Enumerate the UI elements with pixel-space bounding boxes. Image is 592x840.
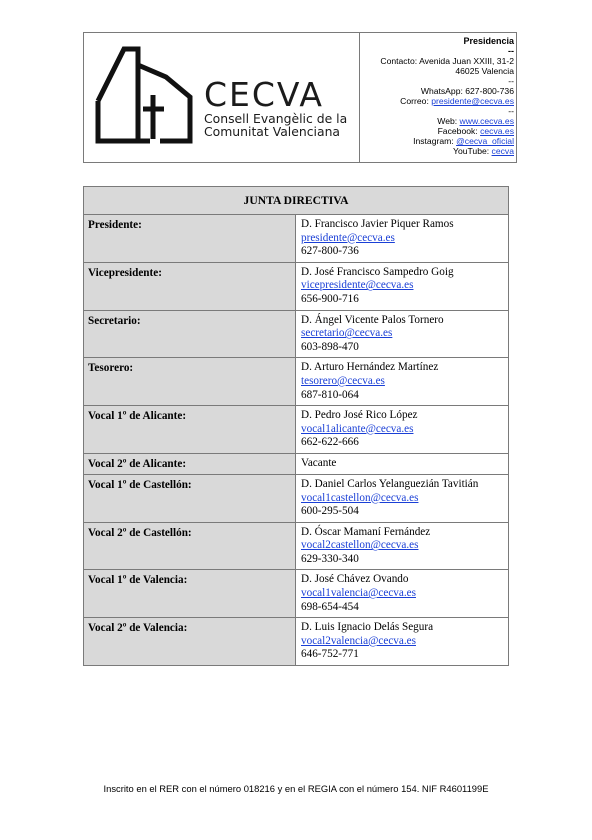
table-row <box>84 406 509 454</box>
role-label: Vocal 1º de Valencia: <box>84 570 296 618</box>
role-label: Secretario: <box>84 310 296 358</box>
member-name: D. Pedro José Rico López <box>301 409 418 422</box>
role-label: Presidente: <box>84 215 296 263</box>
member-email-link[interactable]: tesorero@cecva.es <box>301 374 385 387</box>
role-label: Vocal 2º de Alicante: <box>84 453 296 474</box>
member-email-link[interactable]: vocal1alicante@cecva.es <box>301 422 414 435</box>
role-label: Vicepresidente: <box>84 262 296 310</box>
member-cell <box>296 474 509 522</box>
table-row <box>84 570 509 618</box>
member-name: D. Arturo Hernández Martínez <box>301 361 439 374</box>
table-row <box>84 310 509 358</box>
table-body <box>84 215 509 666</box>
junta-directiva-table <box>83 186 509 666</box>
contact-address-line-1: Contacto: Avenida Juan XXIII, 31-2 <box>380 56 514 66</box>
role-label: Vocal 2º de Valencia: <box>84 618 296 666</box>
role-label: Vocal 2º de Castellón: <box>84 522 296 570</box>
role-label: Vocal 1º de Alicante: <box>84 406 296 454</box>
member-email-link[interactable]: vocal2valencia@cecva.es <box>301 634 416 647</box>
contact-cell <box>360 33 516 162</box>
member-name: D. Óscar Mamaní Fernández <box>301 525 431 538</box>
footer-registration: Inscrito en el RER con el número 018216 y en el REGIA con el número 154. NIF R4601199E <box>103 783 489 794</box>
logo-cell <box>84 33 360 162</box>
brand-line-1: Consell Evangèlic de la <box>204 111 348 126</box>
member-name: Vacante <box>301 456 337 469</box>
member-email-link[interactable]: vocal2castellon@cecva.es <box>301 539 419 552</box>
member-phone: 603-898-470 <box>301 340 359 353</box>
role-label: Vocal 1º de Castellón: <box>84 474 296 522</box>
contact-correo-row <box>360 96 514 106</box>
contact-instagram-row <box>360 136 514 146</box>
youtube-label: YouTube: <box>453 146 492 156</box>
youtube-link[interactable]: cecva <box>491 146 514 156</box>
member-email-link[interactable]: presidente@cecva.es <box>301 231 395 244</box>
correo-link[interactable]: presidente@cecva.es <box>431 96 514 106</box>
member-email-link[interactable]: secretario@cecva.es <box>301 327 393 340</box>
contact-separator: -- <box>508 46 514 56</box>
table-header-row <box>84 187 509 215</box>
contact-youtube-row <box>360 146 514 156</box>
brand-line-2: Comunitat Valenciana <box>204 124 341 139</box>
church-logo-icon <box>94 45 204 145</box>
member-cell <box>296 522 509 570</box>
member-email-link[interactable]: vicepresidente@cecva.es <box>301 279 414 292</box>
member-cell <box>296 215 509 263</box>
member-phone: 646-752-771 <box>301 648 359 661</box>
member-phone: 627-800-736 <box>301 245 359 258</box>
instagram-label: Instagram: <box>413 136 457 146</box>
contact-facebook-row <box>360 126 514 136</box>
table-row <box>84 618 509 666</box>
contact-separator: -- <box>508 106 514 116</box>
role-label: Tesorero: <box>84 358 296 406</box>
member-phone: 662-622-666 <box>301 436 359 449</box>
web-label: Web: <box>437 116 460 126</box>
contact-title: Presidencia <box>463 36 514 46</box>
table-row <box>84 358 509 406</box>
member-cell <box>296 453 509 474</box>
table-row <box>84 522 509 570</box>
member-phone: 656-900-716 <box>301 292 359 305</box>
contact-web-row <box>360 116 514 126</box>
table-title: JUNTA DIRECTIVA <box>84 187 509 215</box>
member-phone: 629-330-340 <box>301 552 359 565</box>
facebook-link[interactable]: cecva.es <box>480 126 514 136</box>
member-phone: 698-654-454 <box>301 600 359 613</box>
member-cell <box>296 618 509 666</box>
web-link[interactable]: www.cecva.es <box>459 116 514 126</box>
contact-whatsapp: WhatsApp: 627-800-736 <box>420 86 514 96</box>
member-email-link[interactable]: vocal1valencia@cecva.es <box>301 587 416 600</box>
contact-address-line-2: 46025 Valencia <box>455 66 514 76</box>
member-name: D. Luis Ignacio Delás Segura <box>301 621 434 634</box>
member-phone: 687-810-064 <box>301 388 359 401</box>
member-email-link[interactable]: vocal1castellon@cecva.es <box>301 491 419 504</box>
facebook-label: Facebook: <box>437 126 481 136</box>
table-row <box>84 453 509 474</box>
member-name: D. Francisco Javier Piquer Ramos <box>301 218 454 230</box>
member-phone: 600-295-504 <box>301 505 359 518</box>
member-name: D. José Chávez Ovando <box>301 573 409 586</box>
member-name: D. Ángel Vicente Palos Tornero <box>301 313 444 326</box>
member-cell <box>296 310 509 358</box>
member-cell <box>296 570 509 618</box>
member-cell <box>296 358 509 406</box>
brand-name: CECVA <box>204 75 324 114</box>
brand-block <box>204 75 348 139</box>
member-name: D. José Francisco Sampedro Goig <box>301 265 454 278</box>
member-cell <box>296 406 509 454</box>
instagram-link[interactable]: @cecva_oficial <box>456 136 514 146</box>
member-name: D. Daniel Carlos Yelanguezián Tavitián <box>301 477 479 490</box>
member-cell <box>296 262 509 310</box>
letterhead <box>83 32 517 163</box>
table-row <box>84 262 509 310</box>
contact-separator: -- <box>508 76 514 86</box>
correo-label: Correo: <box>400 96 432 106</box>
table-row <box>84 474 509 522</box>
table-row <box>84 215 509 263</box>
